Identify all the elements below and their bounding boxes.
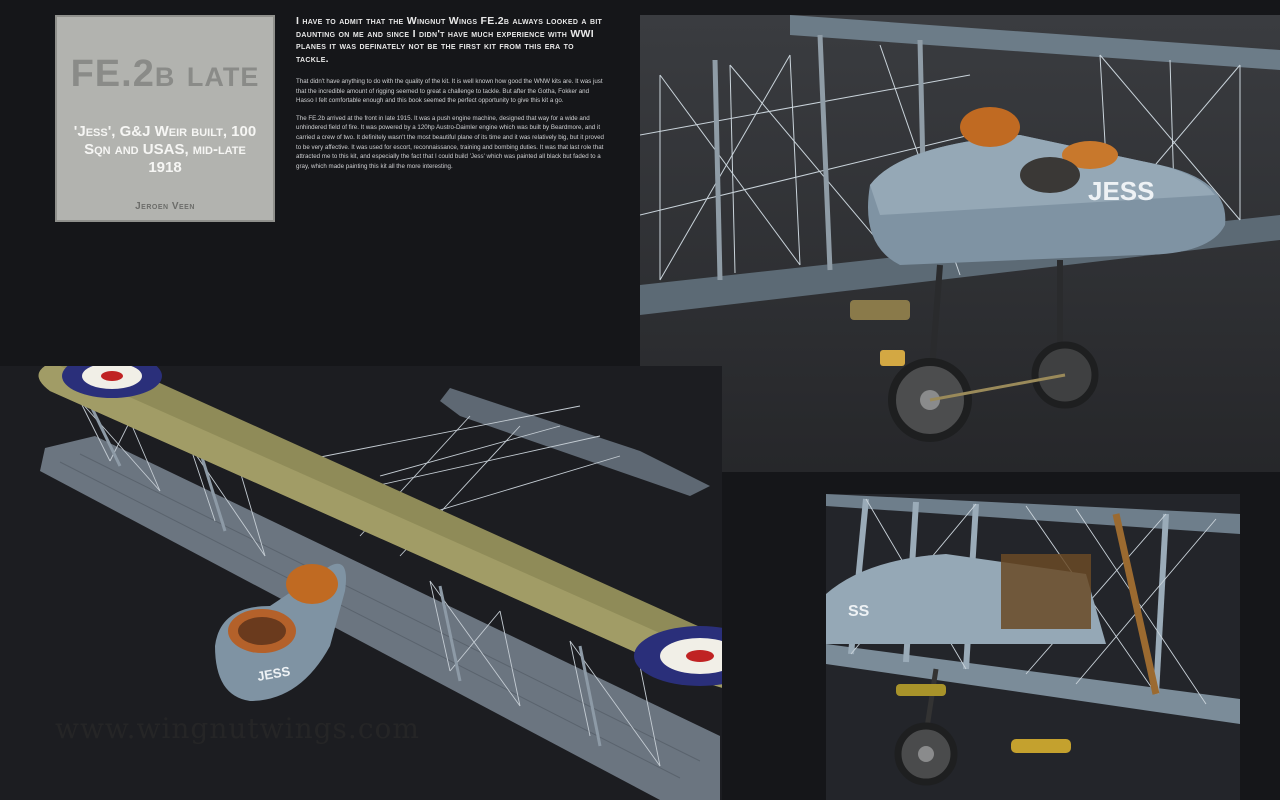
nose-marking: JESS <box>1088 176 1155 206</box>
article-paragraph: The FE.2b arrived at the front in late 1915. It was a push engine machine, designed that way for a wide and unhindered field of fire. It was powered by a 120hp Austro-Daimler engine which was built by Beardmore, and it carried a crew of two. It definitely wasn't the most beautiful plane of its time and it was relatively big, but it proved to be very affective. It was used for escort, reconnaissance, training and bombing duties. It was that last role that attracted me to this kit, and especially the fact that I could build 'Jess' which was painted all black but faded to a gray, which made painting this kit all the more interesting. <box>296 114 604 170</box>
article-author: Jeroen Veen <box>135 201 195 212</box>
watermark: www.wingnutwings.com <box>55 712 420 745</box>
photo-front-view <box>640 15 1280 472</box>
title-card <box>55 15 275 222</box>
article-paragraph: That didn't have anything to do with the quality of the kit. It is well known how good the WNW kits are. It was just that the incredible amount of rigging seemed to great a challenge to tackle. But after the Gotha, Fokker and Hasso I felt comfortable enough and this book seemed the perfect opportunity to give this kit a go. <box>296 78 603 105</box>
nose-marking: SS <box>848 603 870 620</box>
article-text-column <box>296 15 606 179</box>
article-subtitle: 'Jess', G&J Weir built, 100 Sqn and USAS, mid-late 1918 <box>73 123 257 176</box>
article-lead: I have to admit that the Wingnut Wings FE.2b always looked a bit daunting on me and since I didn't have much experience with WWI planes it was definately not be the first kit from this era to tackle. <box>296 15 603 65</box>
photo-side-detail <box>826 494 1240 800</box>
nose-marking: JESS <box>255 663 292 684</box>
article-title: FE.2b late <box>70 53 260 95</box>
